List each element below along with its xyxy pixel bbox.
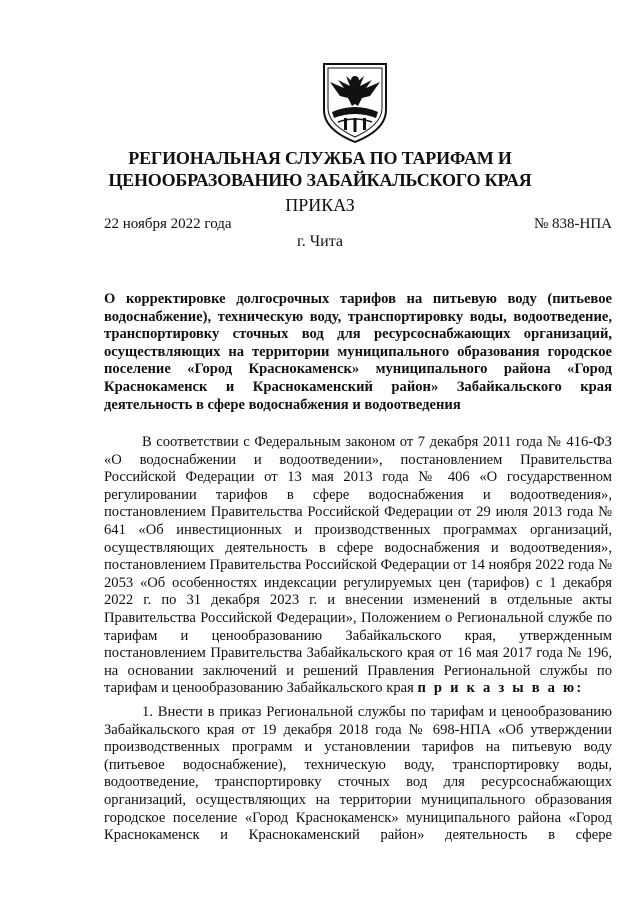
preamble-paragraph <box>104 434 612 698</box>
item-1-paragraph: 1. Внести в приказ Региональной службы по тарифам и ценообразованию Забайкальского края от 19 декабря 2018 года № 698-НПА «Об утверждении производственных программ и установлении тарифов на питьевую воду (питьевое водоснабжение), техническую воду, транспортировку воды, водоотведение, транспортировку сточных вод для ресурсоснабжающих организаций, осуществляющих на территории муниципального образования городское поселение «Город Краснокаменск» муниципального района «Город Краснокаменск и Краснокаменский район» деятельность в сфере <box>104 704 612 844</box>
document-city: г. Чита <box>296 233 343 250</box>
preamble-text: В соответствии с Федеральным законом от 7 декабря 2011 года № 416-ФЗ «О водоснабжении и водоотведении», постановлением Правительства Российской Федерации от 13 мая 2013 года № 406 «О государственном регулировании тарифов в сфере водоснабжения и водоотведения», постановлением Правительства Российской Федерации от 29 июля 2013 года № 641 «Об инвестиционных и производственных программах организаций, осуществляющих деятельность в сфере водоснабжения и водоотведения», постановлением Правительства Российской Федерации от 14 ноября 2022 года № 2053 «Об особенностях индексации регулируемых цен (тарифов) с 1 декабря 2022 г. по 31 декабря 2023 г. и внесении изменений в отдельные акты Правительства Российской Федерации», Положением о Региональной службе по тарифам и ценообразованию Забайкальского края, утвержденным постановлением Правительства Забайкальского края от 16 мая 2017 года № 196, на основании заключений и решений Правления Региональной службы по тарифам и ценообразованию Забайкальского края <box>104 434 612 697</box>
org-line-2: ЦЕНООБРАЗОВАНИЮ ЗАБАЙКАЛЬСКОГО КРАЯ <box>108 170 532 190</box>
document-title: О корректировке долгосрочных тарифов на питьевую воду (питьевое водоснабжение), техническую воду, транспортировку воды, водоотведение, транспортировку сточных вод для ресурсоснабжающих организаций, осуществляющих на территории муниципального образования городское поселение «Город Краснокаменск» муниципального района «Город Краснокаменск и Краснокаменский район» Забайкальского края деятельность в сфере водоснабжения и водоотведения <box>104 291 612 413</box>
document-date: 22 ноября 2022 года <box>104 216 232 232</box>
document-type: ПРИКАЗ <box>285 195 355 215</box>
coat-of-arms-icon <box>318 60 392 144</box>
decree-word: п р и к а з ы в а ю: <box>417 680 584 697</box>
organization-name <box>0 147 640 191</box>
org-line-1: РЕГИОНАЛЬНАЯ СЛУЖБА ПО ТАРИФАМ И <box>128 148 512 168</box>
document-number: № 838-НПА <box>533 216 612 232</box>
